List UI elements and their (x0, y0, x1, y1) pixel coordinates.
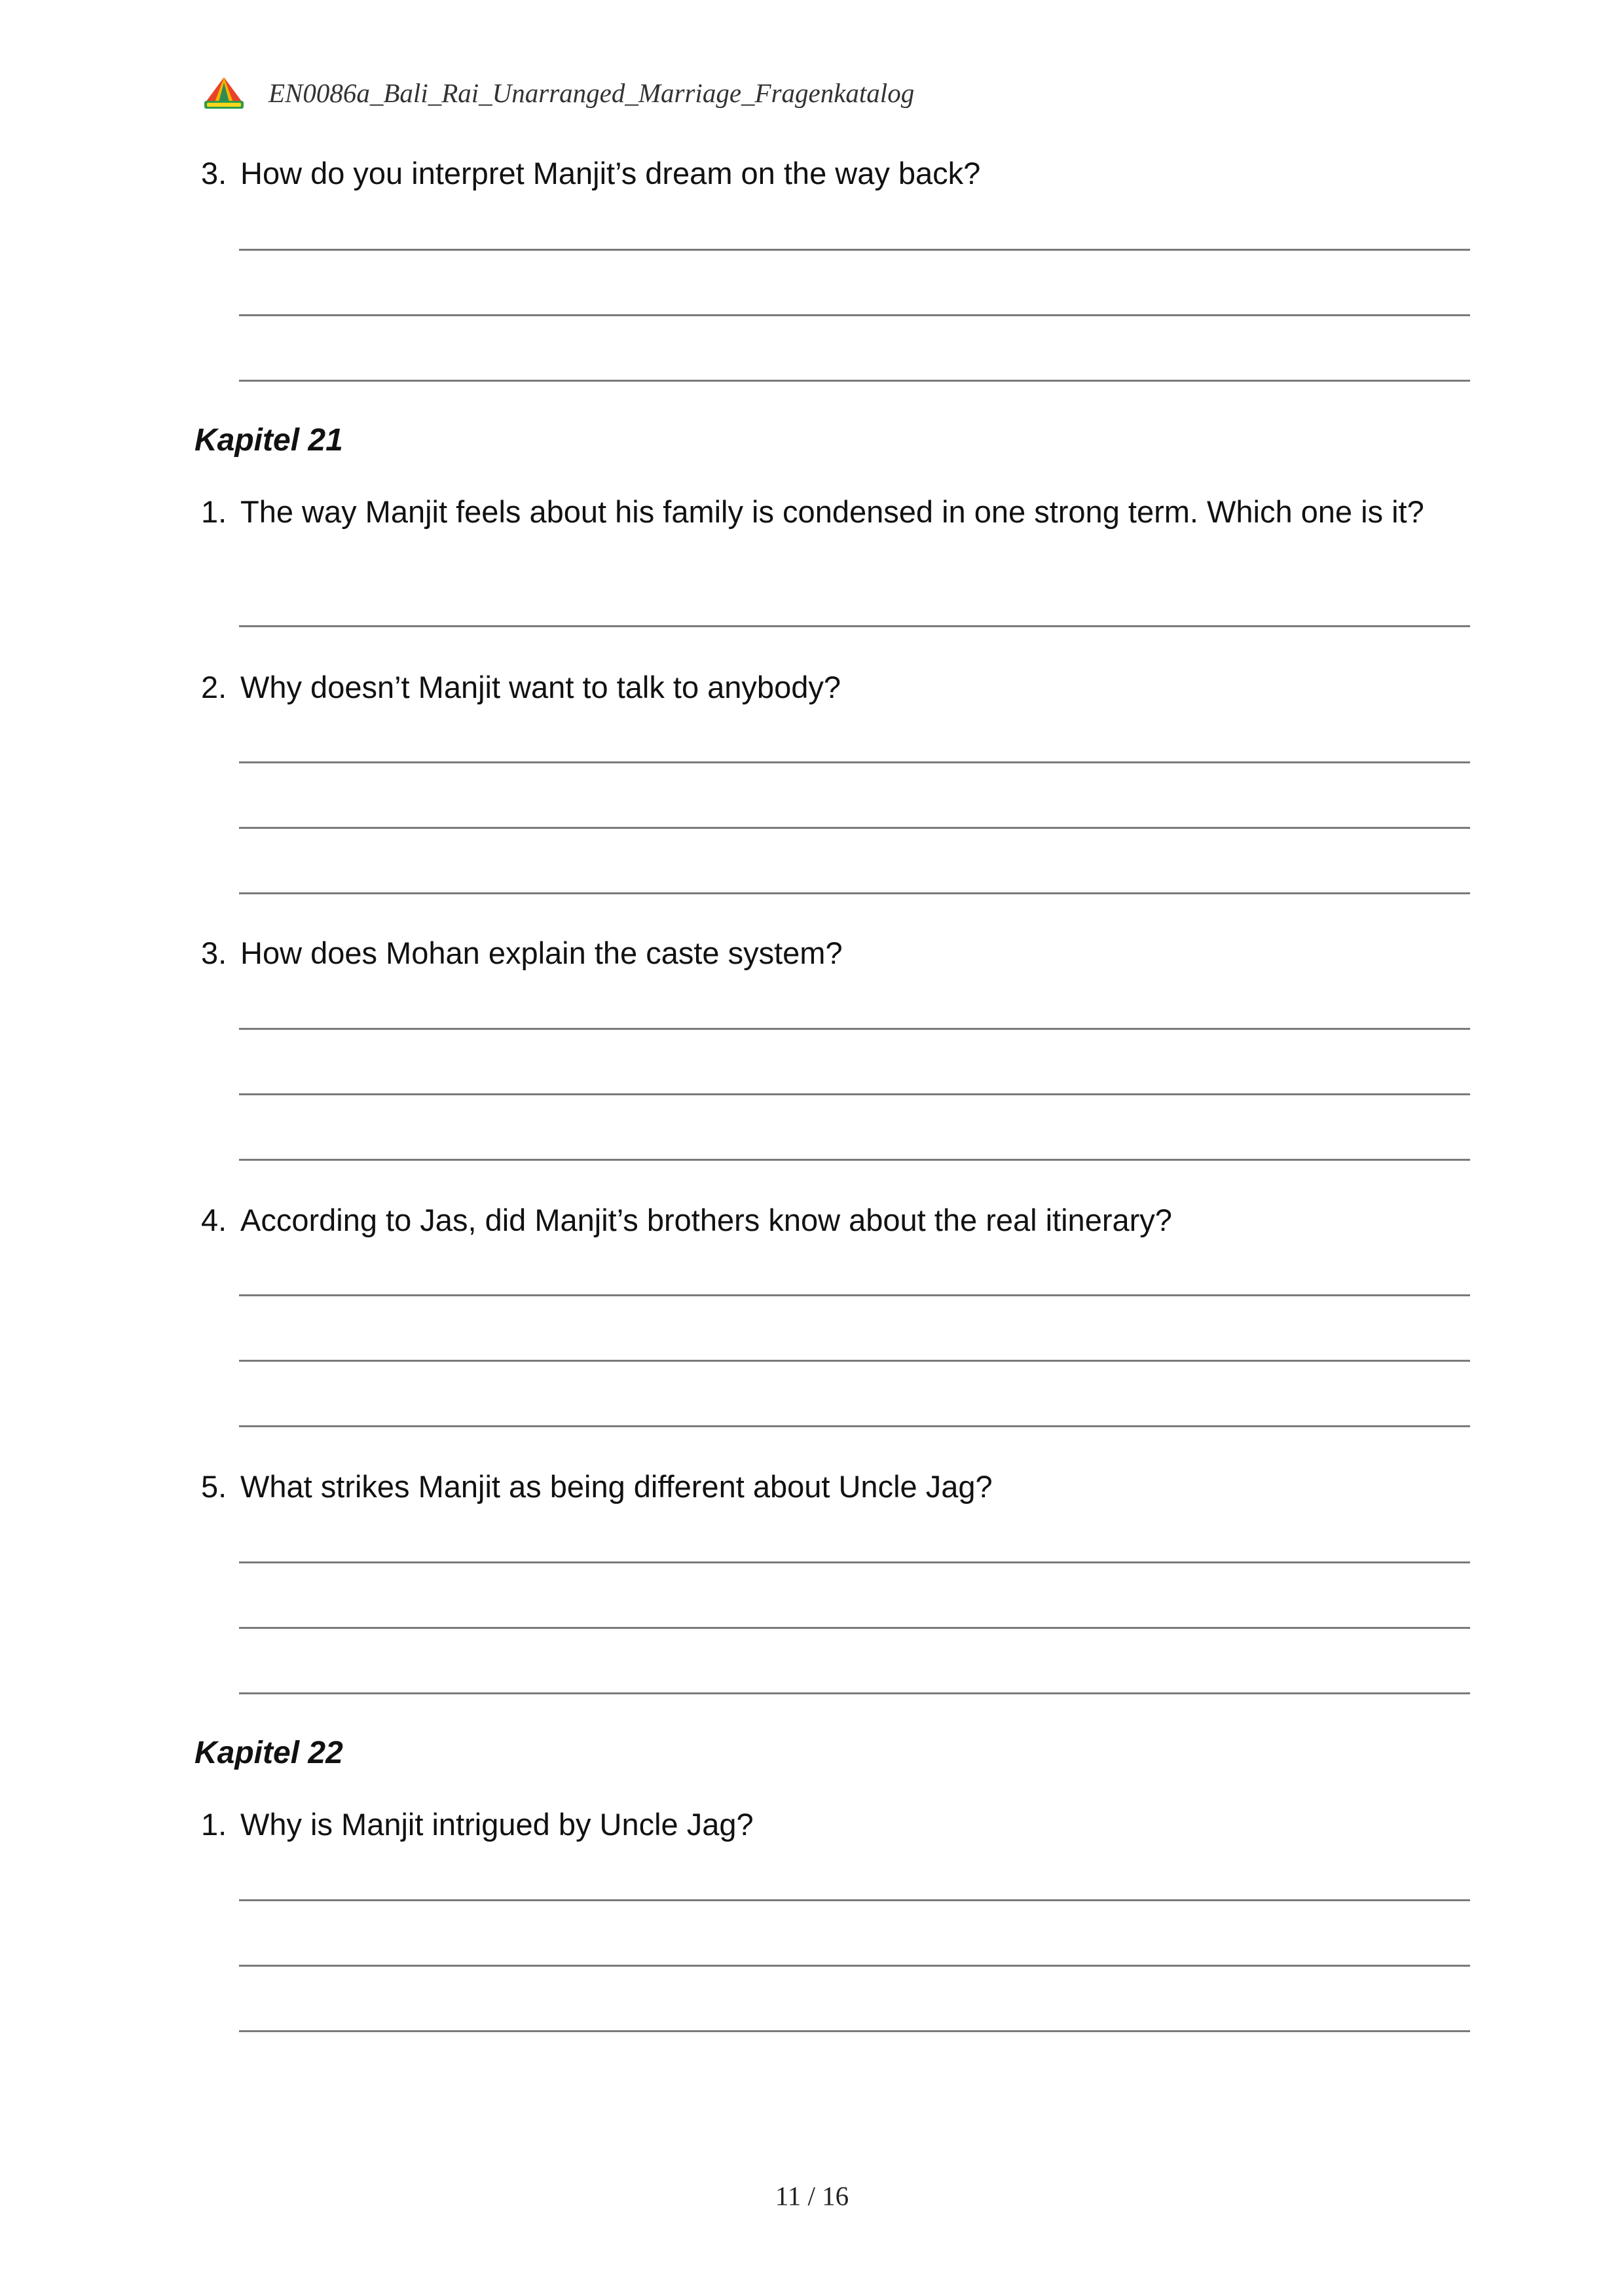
question-text: According to Jas, did Manjit’s brothers know about the real itinerary? (240, 1203, 1172, 1237)
answer-line[interactable] (239, 892, 1470, 894)
question-text: What strikes Manjit as being different about Uncle Jag? (240, 1469, 993, 1504)
question-number: 3. (201, 156, 227, 191)
question-number: 1. (201, 494, 227, 529)
page-header (203, 73, 914, 113)
question-text: How do you interpret Manjit’s dream on the way back? (240, 156, 981, 191)
question-item (201, 1805, 1478, 1844)
question-number: 1. (201, 1807, 227, 1842)
question-text: Why is Manjit intrigued by Uncle Jag? (240, 1807, 754, 1842)
answer-line[interactable] (239, 1561, 1470, 1563)
answer-line[interactable] (239, 1360, 1470, 1362)
question-item (201, 1201, 1478, 1240)
question-item (201, 154, 1478, 193)
answer-line[interactable] (239, 761, 1470, 763)
answer-line[interactable] (239, 827, 1470, 829)
answer-line[interactable] (239, 1627, 1470, 1629)
question-item (201, 1467, 1478, 1506)
answer-line[interactable] (239, 1425, 1470, 1427)
answer-line[interactable] (239, 380, 1470, 382)
answer-line[interactable] (239, 1899, 1470, 1901)
question-number: 4. (201, 1203, 227, 1237)
page-number: 11 / 16 (775, 2181, 849, 2211)
answer-line[interactable] (239, 1692, 1470, 1694)
answer-line[interactable] (239, 1965, 1470, 1967)
question-item (201, 934, 1478, 973)
answer-line[interactable] (239, 1294, 1470, 1296)
answer-line[interactable] (239, 2030, 1470, 2032)
question-item (201, 492, 1478, 532)
document-title: EN0086a_Bali_Rai_Unarranged_Marriage_Fragenkatalog (268, 78, 915, 108)
question-number: 2. (201, 670, 227, 704)
chapter-heading: Kapitel 21 (194, 423, 343, 458)
question-text: The way Manjit feels about his family is condensed in one strong term. Which one is it? (240, 494, 1424, 529)
question-item (201, 668, 1478, 707)
question-number: 3. (201, 936, 227, 970)
answer-line[interactable] (239, 625, 1470, 627)
answer-line[interactable] (239, 249, 1470, 251)
question-text: How does Mohan explain the caste system? (240, 936, 843, 970)
answer-line[interactable] (239, 1028, 1470, 1030)
answer-line[interactable] (239, 314, 1470, 316)
answer-line[interactable] (239, 1093, 1470, 1095)
chapter-heading: Kapitel 22 (194, 1736, 343, 1770)
question-text: Why doesn’t Manjit want to talk to anybody? (240, 670, 841, 704)
pyramid-logo-icon (203, 76, 245, 110)
answer-line[interactable] (239, 1159, 1470, 1161)
question-number: 5. (201, 1469, 227, 1504)
